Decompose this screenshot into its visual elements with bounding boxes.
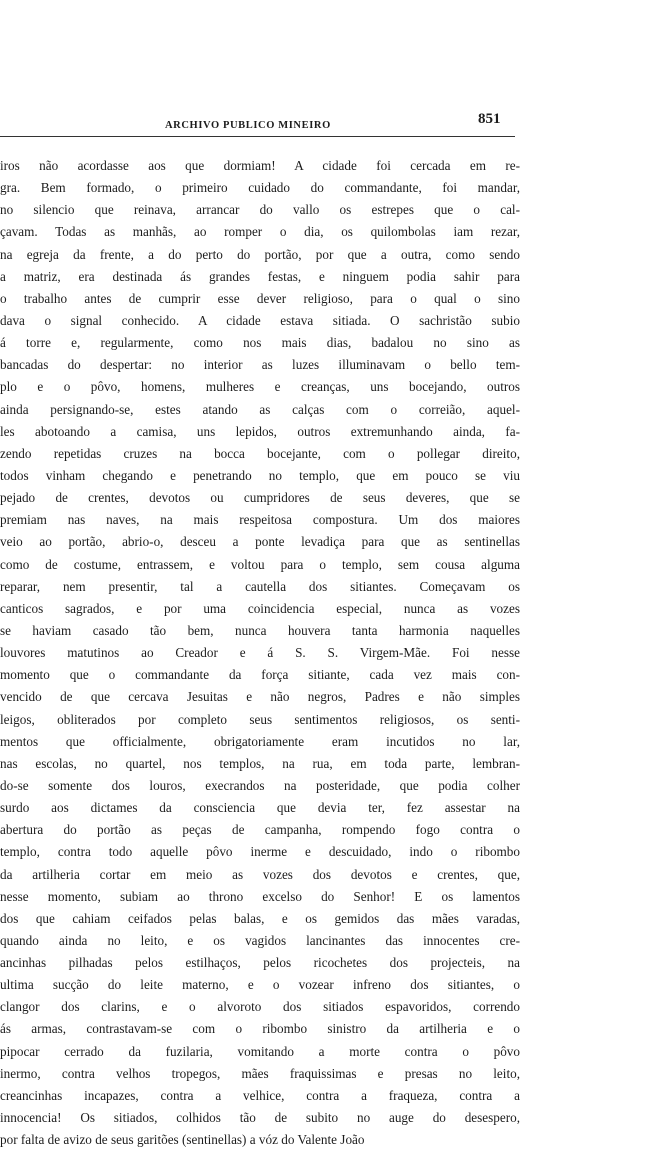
text-line: clangor dos clarins, e o alvoroto dos sitiados espavoridos, correndo	[0, 999, 520, 1015]
text-line: bancadas do despertar: no interior as luzes illuminavam o bello tem-	[0, 357, 520, 373]
text-line: a matriz, era destinada ás grandes festas, e ninguem podia sahir para	[0, 268, 520, 284]
text-line: gra. Bem formado, o primeiro cuidado do commandante, foi mandar,	[0, 180, 520, 196]
text-line: ultima sucção do leite materno, e o vozear infreno dos sitiantes, o	[0, 977, 520, 993]
text-line: se haviam casado tão bem, nunca houvera tanta harmonia naquelles	[0, 622, 520, 638]
running-title: ARCHIVO PUBLICO MINEIRO	[165, 120, 331, 131]
text-line: momento que o commandante da força sitiante, cada vez mais con-	[0, 667, 520, 683]
text-line: do-se somente dos louros, execrandos na posteridade, que podia colher	[0, 777, 520, 793]
text-line: creancinhas incapazes, contra a velhice, contra a fraqueza, contra a	[0, 1087, 520, 1103]
text-line: mentos que officialmente, obrigatoriamente eram incutidos no lar,	[0, 733, 520, 749]
text-line: ás armas, contrastavam-se com o ribombo sinistro da artilheria e o	[0, 1021, 520, 1037]
text-line: na egreja da frente, a do perto do portão, por que a outra, como sendo	[0, 246, 520, 262]
text-line: abertura do portão as peças de campanha, rompendo fogo contra o	[0, 822, 520, 838]
text-line: ancinhas pilhadas pelos estilhaços, pelos ricochetes dos projecteis, na	[0, 955, 520, 971]
text-line: çavam. Todas as manhãs, ao romper o dia, os quilombolas iam rezar,	[0, 224, 520, 240]
text-line: como de costume, entrassem, e voltou para o templo, sem cousa alguma	[0, 556, 520, 572]
text-line: les abotoando a camisa, uns lepidos, outros extremunhando ainda, fa-	[0, 423, 520, 439]
text-line: leigos, obliterados por completo seus sentimentos religiosos, os senti-	[0, 711, 520, 727]
text-line: innocencia! Os sitiados, colhidos tão de subito no auge do desespero,	[0, 1110, 520, 1126]
text-line: pipocar cerrado da fuzilaria, vomitando a morte contra o pôvo	[0, 1043, 520, 1059]
text-line: dava o signal conhecido. A cidade estava sitiada. O sachristão subio	[0, 312, 520, 328]
text-line: reparar, nem presentir, tal a cautella dos sitiantes. Começavam os	[0, 578, 520, 594]
text-line: surdo aos dictames da consciencia que devia ter, fez assestar na	[0, 800, 520, 816]
text-line: por falta de avizo de seus garitões (sentinellas) a vóz do Valente João	[0, 1132, 365, 1148]
text-line: ainda persignando-se, estes atando as calças com o correião, aquel-	[0, 401, 520, 417]
text-line: nesse momento, subiam ao throno excelso do Senhor! E os lamentos	[0, 888, 520, 904]
text-line: inermo, contra velhos tropegos, mães fraquissimas e presas no leito,	[0, 1065, 520, 1081]
text-line: templo, contra todo aquelle pôvo inerme e descuidado, indo o ribombo	[0, 844, 520, 860]
text-line: louvores matutinos ao Creador e á S. S. Virgem-Mãe. Foi nesse	[0, 645, 520, 661]
text-line: zendo repetidas cruzes na bocca bocejante, com o pollegar direito,	[0, 445, 520, 461]
text-line: no silencio que reinava, arrancar do vallo os estrepes que o cal-	[0, 202, 520, 218]
text-line: vencido de que cercava Jesuitas e não negros, Padres e não simples	[0, 689, 520, 705]
page-header	[0, 108, 664, 138]
text-line: premiam nas naves, na mais respeitosa compostura. Um dos maiores	[0, 512, 520, 528]
text-line: veio ao portão, abrio-o, desceu a ponte levadiça para que as sentinellas	[0, 534, 520, 550]
text-line: iros não acordasse aos que dormiam! A cidade foi cercada em re-	[0, 158, 520, 173]
text-line: o trabalho antes de cumprir esse dever religioso, para o qual o sino	[0, 290, 520, 306]
text-line: nas escolas, no quartel, nos templos, na rua, em toda parte, lembran-	[0, 755, 520, 771]
text-line: dos que cahiam ceifados pelas balas, e os gemidos das mães varadas,	[0, 910, 520, 926]
body-text	[0, 155, 520, 1151]
page-number: 851	[478, 111, 501, 127]
text-line: todos vinham chegando e penetrando no templo, que em pouco se viu	[0, 467, 520, 483]
header-rule	[0, 136, 515, 137]
text-line: plo e o pôvo, homens, mulheres e creanças, uns bocejando, outros	[0, 379, 520, 395]
text-line: quando ainda no leito, e os vagidos lancinantes das innocentes cre-	[0, 932, 520, 948]
text-line: da artilheria cortar em meio as vozes dos devotos e crentes, que,	[0, 866, 520, 882]
text-line: pejado de crentes, devotos ou cumpridores de seus deveres, que se	[0, 490, 520, 506]
text-line: canticos sagrados, e por uma coincidencia especial, nunca as vozes	[0, 600, 520, 616]
text-line: á torre e, regularmente, como nos mais dias, badalou no sino as	[0, 335, 520, 351]
